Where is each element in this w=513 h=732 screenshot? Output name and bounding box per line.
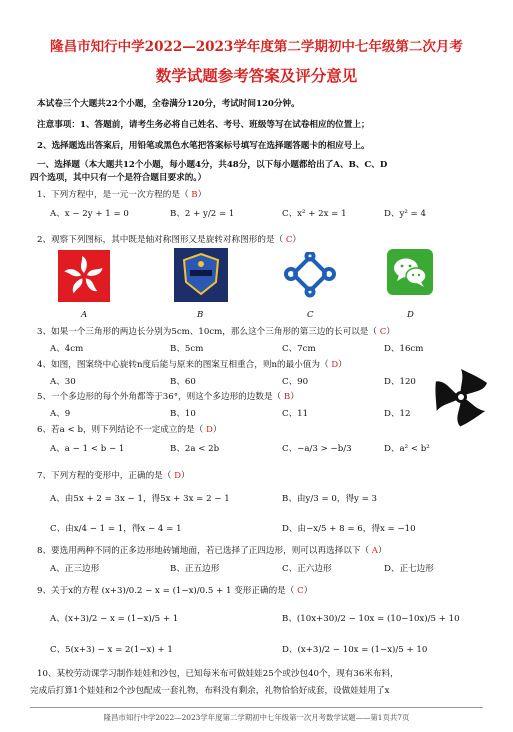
q7-option-b: B、由y/3 = 0，得y = 3 — [282, 494, 378, 504]
q3-option-c: C、7cm — [282, 344, 316, 354]
q4-option-b: B、60 — [170, 377, 196, 387]
question-5: 5、一个多边形的每个外角都等于36°，则这个多边形的边数是（ B） — [37, 392, 299, 402]
question-answer: D — [174, 471, 181, 481]
question-stem: 8、要选用两种不同的正多边形地砖铺地面，若已选择了正四边形，则可以再选择以下（ — [37, 546, 370, 556]
q4-option-d: D、120 — [384, 377, 416, 387]
question-stem: 2、观察下列图标，其中既是轴对称图形又是旋转对称图形的是（ — [37, 235, 284, 245]
page-footer: 隆昌市知行中学2022—2023学年度第二学期初中七年级第一次月考数学试题——第1页共7页 — [103, 713, 410, 722]
q3-option-d: D、16cm — [384, 344, 424, 354]
question-3: 3、如果一个三角形的两边长分别为5cm、10cm，那么这个三角形的第三边的长可以是（ C） — [37, 327, 395, 337]
question-6: 6、若a < b，则下列结论不一定成立的是（ D） — [37, 425, 222, 435]
logo-label-c: C — [307, 310, 314, 320]
logo-label-d: D — [407, 310, 414, 320]
q7-option-d: D、由−x/5 + 8 = 6，得x = −10 — [282, 524, 416, 534]
question-answer: A — [371, 546, 378, 556]
q6-option-d: D、a² < b² — [384, 444, 430, 454]
q5-option-b: B、10 — [170, 409, 196, 419]
q7-option-a: A、由5x + 2 = 3x − 1，得5x + 3x = 2 − 1 — [50, 494, 230, 504]
q6-option-c: C、−a/3 > −b/3 — [282, 444, 352, 454]
intro-line-2: 注意事项：1、答题前，请考生务必将自己姓名、考号、班级等写在试卷相应的位置上； — [37, 120, 370, 130]
question-9: 9、关于x的方程 (x+3)/0.2 − x = (1−x)/0.5 + 1 变形正确的是（ C） — [37, 586, 313, 596]
question-2: 2、观察下列图标，其中既是轴对称图形又是旋转对称图形的是（ C） — [37, 235, 302, 245]
q5-option-d: D、12 — [384, 409, 411, 419]
chinese-knot-logo-image — [283, 252, 337, 298]
question-stem: 7、下列方程的变形中，正确的是（ — [37, 471, 172, 481]
question-8: 8、要选用两种不同的正多边形地砖铺地面，若已选择了正四边形，则可以再选择以下（ A） — [37, 546, 387, 556]
bauhinia-logo-image — [58, 250, 110, 302]
q8-option-a: A、正三边形 — [50, 564, 100, 574]
rotation-pattern-figure — [430, 366, 492, 428]
question-answer: B — [191, 190, 198, 200]
question-1: 1、下列方程中，是一元一次方程的是（ B） — [37, 190, 207, 200]
q4-option-a: A、30 — [50, 377, 76, 387]
question-answer: D — [331, 360, 339, 370]
q3-option-b: B、5cm — [170, 344, 204, 354]
q3-option-a: A、4cm — [50, 344, 84, 354]
q9-option-d: D、(x+3)/2 − 10x = (1−x)/5 + 10 — [282, 645, 428, 655]
section1-heading: 一、选择题（本大题共12个小题，每小题4分，共48分，以下每小题都给出了A、B、C、D — [37, 160, 388, 170]
question-7: 7、下列方程的变形中，正确的是（ D） — [37, 471, 190, 481]
q8-option-d: D、正七边形 — [384, 564, 434, 574]
q9-option-c: C、5(x+3) − x = 2(1−x) + 1 — [50, 645, 173, 655]
q6-option-b: B、2a < 2b — [170, 444, 220, 454]
question-answer: C — [285, 235, 293, 245]
logo-label-b: B — [197, 310, 204, 320]
q1-option-a: A、x − 2y + 1 = 0 — [50, 209, 129, 219]
q6-option-a: A、a − 1 < b − 1 — [50, 444, 125, 454]
q1-option-d: D、y² = 4 — [384, 209, 426, 219]
intro-line-3: 2、选择题选出答案后，用铅笔或黑色水笔把答案标号填写在选择题答题卡的相应号上。 — [37, 141, 370, 151]
question-4: 4、如图，图案绕中心旋转n度后能与原来的图案互相重合，则n的最小值为（ D） — [37, 360, 347, 370]
q4-option-c: C、90 — [282, 377, 309, 387]
section1-heading-2: 四个选项，其中只有一个是符合题目要求的。） — [30, 173, 207, 183]
question-answer: D — [206, 425, 213, 435]
question-10-cont: 完成后打算1个娃娃和2个沙包配成一套礼物，布料没有剩余，礼物恰恰好成套，设做娃娃用了x — [30, 686, 390, 696]
question-stem: 9、关于x的方程 (x+3)/0.2 − x = (1−x)/0.5 + 1 变形正确的是（ — [37, 586, 295, 596]
exam-subtitle: 数学试题参考答案及评分意见 — [155, 66, 358, 85]
question-stem: 1、下列方程中，是一元一次方程的是（ — [37, 190, 189, 200]
question-answer: B — [283, 392, 291, 402]
q9-option-a: A、(x+3)/2 − x = (1−x)/5 + 1 — [50, 614, 179, 624]
question-stem: 3、如果一个三角形的两边长分别为5cm、10cm，那么这个三角形的第三边的长可以是（ — [37, 327, 377, 337]
question-stem: 4、如图，图案绕中心旋转n度后能与原来的图案互相重合，则n的最小值为（ — [37, 360, 329, 370]
chat-bubbles-logo-image — [387, 249, 433, 295]
badge-logo-image — [174, 248, 228, 302]
logo-label-a: A — [81, 310, 88, 320]
question-stem: 6、若a < b，则下列结论不一定成立的是（ — [37, 425, 204, 435]
exam-title: 隆昌市知行中学2022—2023学年度第二学期初中七年级第二次月考 — [50, 39, 463, 55]
question-stem: 5、一个多边形的每个外角都等于36°，则这个多边形的边数是（ — [37, 392, 282, 402]
q8-option-b: B、正五边形 — [170, 564, 220, 574]
q7-option-c: C、由x/4 − 1 = 1，得x − 4 = 1 — [50, 524, 182, 534]
question-answer: C — [297, 586, 304, 596]
intro-line-1: 本试卷三个大题共22个小题，全卷满分120分，考试时间120分钟。 — [37, 99, 300, 109]
footer-divider — [30, 707, 483, 708]
q5-option-a: A、9 — [50, 409, 71, 419]
q1-option-c: C、x² + 2x = 1 — [282, 209, 347, 219]
q9-option-b: B、(10x+30)/2 − 10x = (10−10x)/5 + 10 — [282, 614, 460, 624]
question-10: 10、某校劳动课学习制作娃娃和沙包，已知每米布可做娃娃25个或沙包40个，现有36米布料， — [37, 669, 399, 679]
q1-option-b: B、2 + y/2 = 1 — [170, 209, 235, 219]
question-answer: C — [379, 327, 387, 337]
q5-option-c: C、11 — [282, 409, 309, 419]
q8-option-c: C、正六边形 — [282, 564, 332, 574]
